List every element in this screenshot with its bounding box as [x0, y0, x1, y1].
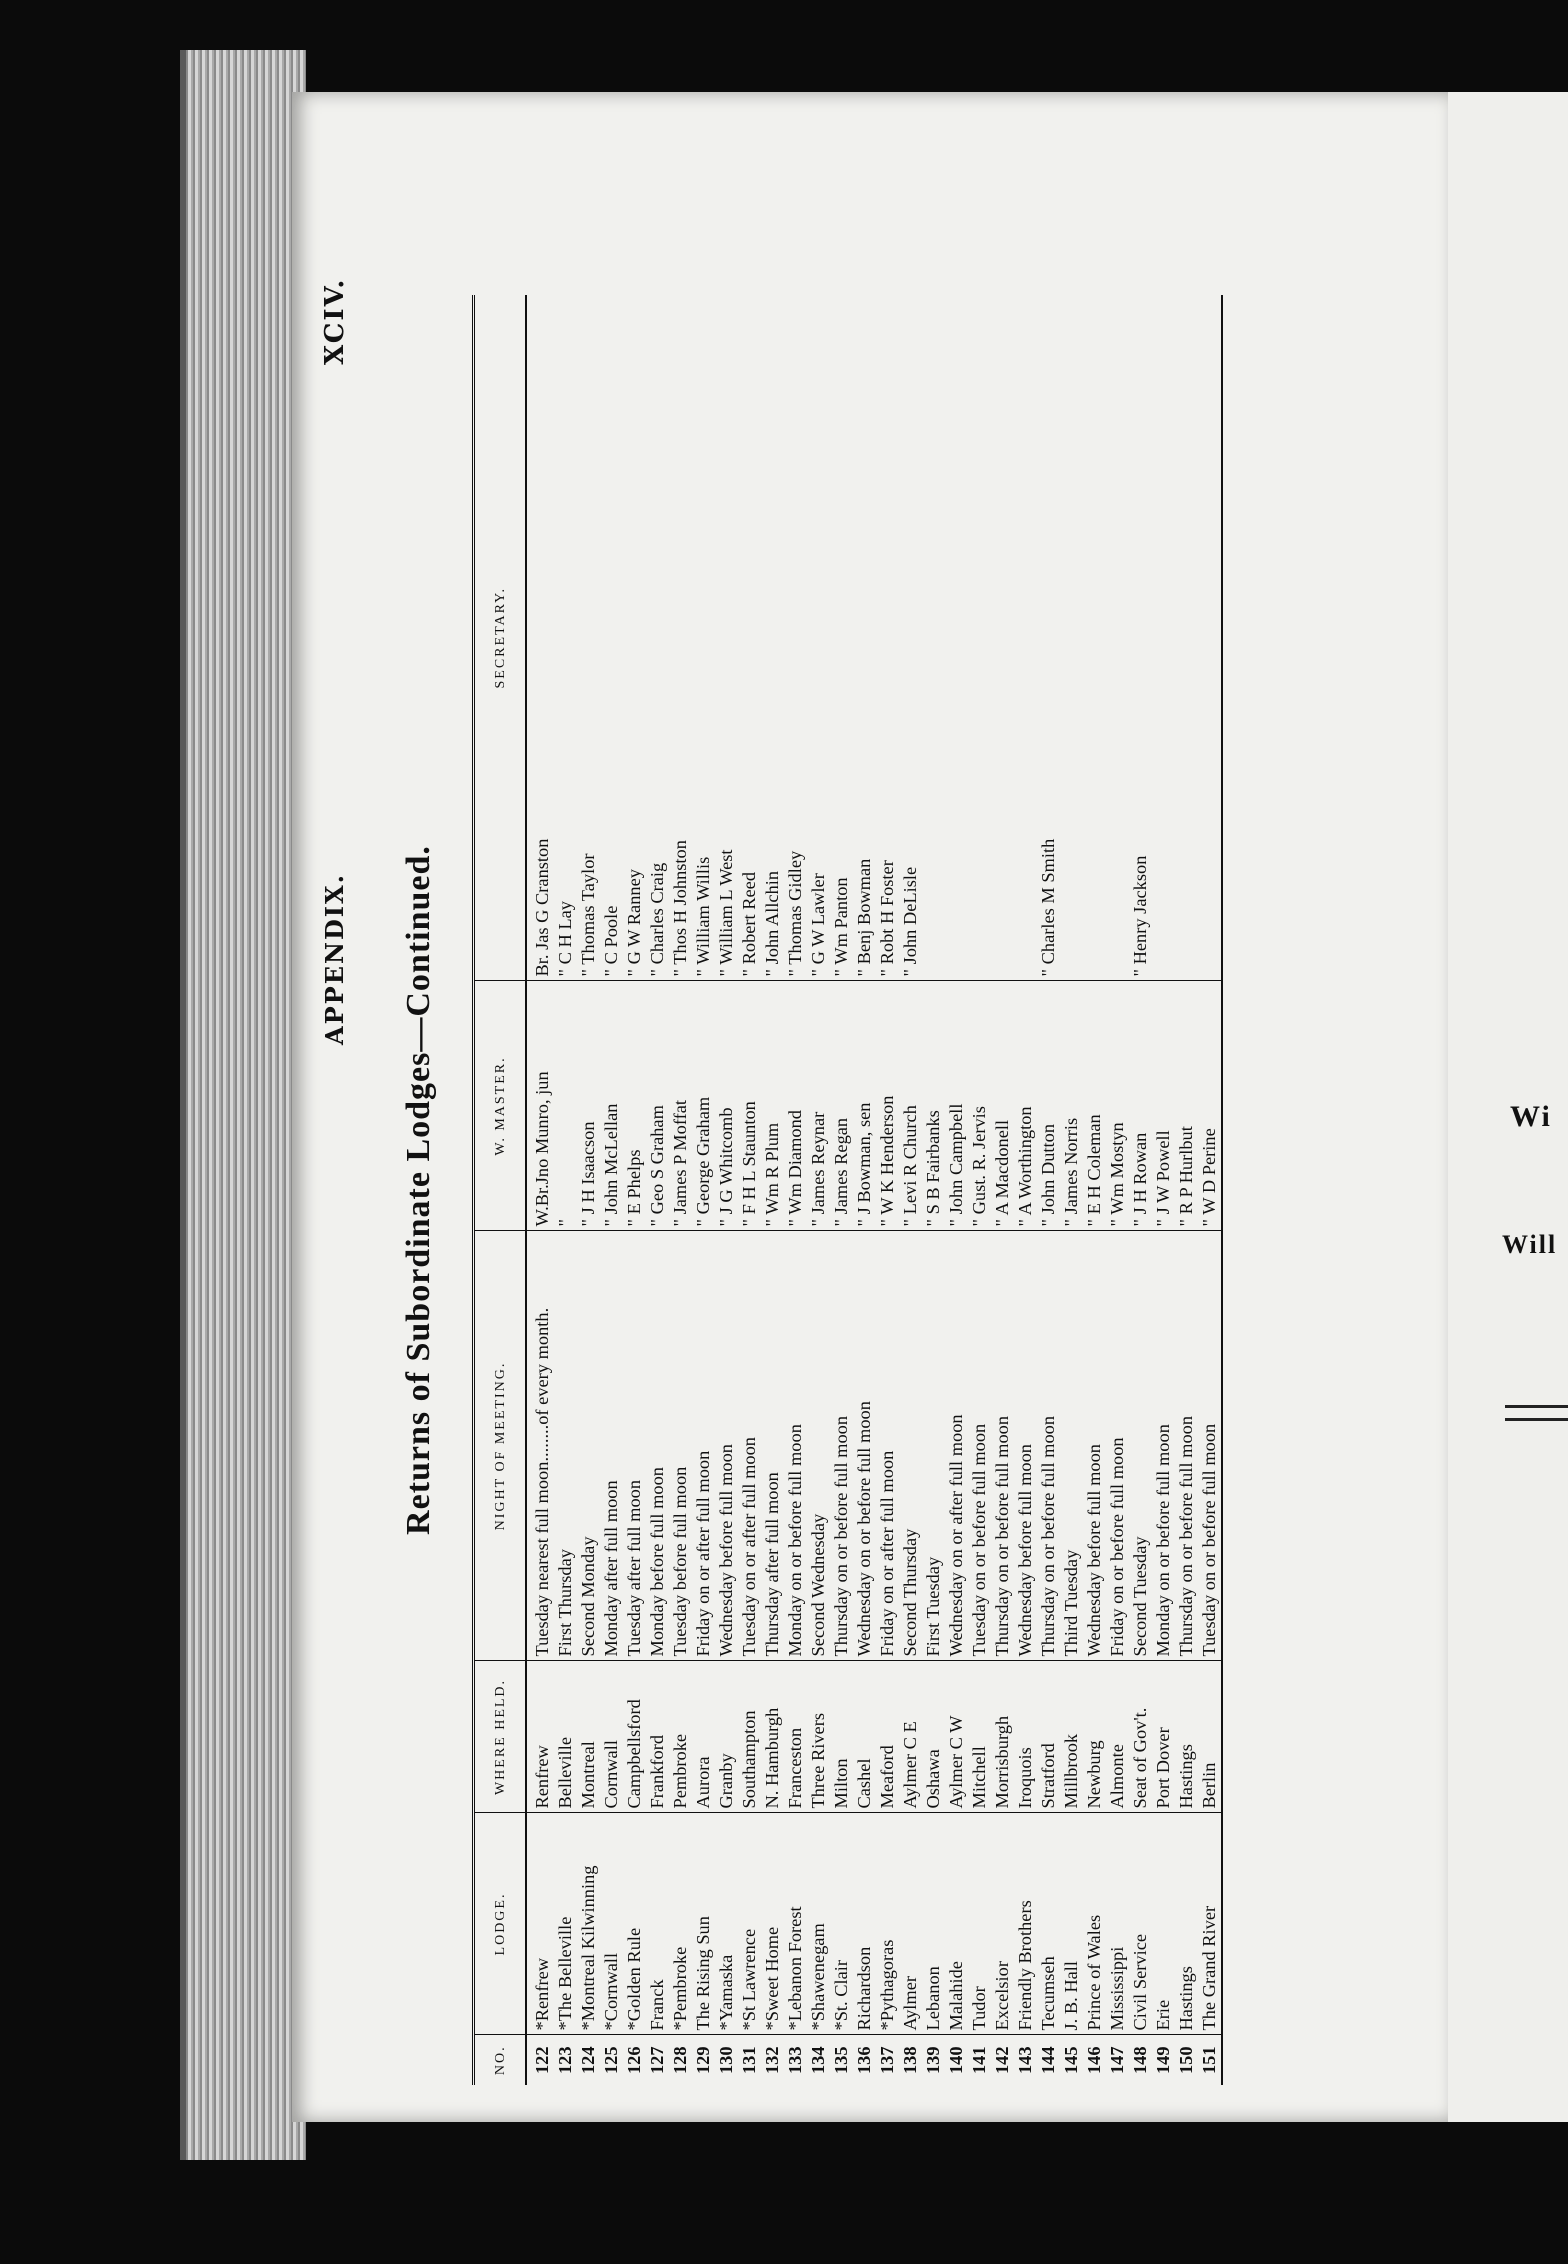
- cell-w-master: " John Campbell: [945, 981, 968, 1231]
- cell-night-of-meeting: Tuesday after full moon: [623, 1231, 646, 1661]
- cell-secretary: " John Allchin: [762, 870, 782, 977]
- cell-night-of-meeting: Second Wednesday: [807, 1231, 830, 1661]
- cell-where-held: Oshawa: [922, 1661, 945, 1813]
- table-row: [623, 295, 646, 2085]
- cell-lodge: Aylmer: [899, 1813, 922, 2035]
- cell-w-master: " A Macdonell: [991, 981, 1014, 1231]
- table-row: [1083, 295, 1106, 2085]
- cell-w-master: " John McLellan: [600, 981, 623, 1231]
- cell-w-master: " F H L Staunton: [738, 981, 761, 1231]
- cell-secretary: [1152, 295, 1175, 981]
- cell-where-held: Stratford: [1037, 1661, 1060, 1813]
- cell-secretary: [968, 295, 991, 981]
- cell-w-master: " A Worthington: [1014, 981, 1037, 1231]
- table-row: [830, 295, 853, 2085]
- cell-where-held: Pembroke: [669, 1661, 692, 1813]
- table-row: [526, 295, 554, 2085]
- facing-page-fragment-1: Wi: [1510, 1100, 1552, 1133]
- cell-secretary: " C H Lay: [555, 901, 575, 977]
- cell-no: 138: [899, 2035, 922, 2085]
- cell-where-held: Frankford: [646, 1661, 669, 1813]
- table-row: [1060, 295, 1083, 2085]
- cell-where-held: Aurora: [692, 1661, 715, 1813]
- cell-w-master: " S B Fairbanks: [922, 981, 945, 1231]
- cell-where-held: Granby: [715, 1661, 738, 1813]
- cell-where-held: Seat of Gov't.: [1129, 1661, 1152, 1813]
- cell-where-held: Berlin: [1198, 1661, 1222, 1813]
- cell-lodge: The Rising Sun: [692, 1813, 715, 2035]
- cell-lodge: *Sweet Home: [761, 1813, 784, 2035]
- cell-w-master: " George Graham: [692, 981, 715, 1231]
- table-row: [853, 295, 876, 2085]
- header-lodge: LODGE.: [474, 1813, 527, 2035]
- cell-night-of-meeting: Wednesday before full moon: [715, 1231, 738, 1661]
- table-row: [646, 295, 669, 2085]
- cell-lodge: Prince of Wales: [1083, 1813, 1106, 2035]
- cell-no: 137: [876, 2035, 899, 2085]
- cell-no: 123: [554, 2035, 577, 2085]
- cell-lodge: Lebanon: [922, 1813, 945, 2035]
- cell-no: 131: [738, 2035, 761, 2085]
- cell-w-master: " W K Henderson: [876, 981, 899, 1231]
- cell-secretary: " Robt H Foster: [877, 860, 897, 977]
- table-row: [922, 295, 945, 2085]
- cell-night-of-meeting: Wednesday on or after full moon: [945, 1231, 968, 1661]
- table-row: [715, 295, 738, 2085]
- cell-where-held: N. Hamburgh: [761, 1661, 784, 1813]
- cell-night-of-meeting: Tuesday on or before full moon: [968, 1231, 991, 1661]
- cell-secretary: " Robert Reed: [739, 871, 759, 977]
- table-row: [1152, 295, 1175, 2085]
- cell-lodge: Tecumseh: [1037, 1813, 1060, 2035]
- cell-night-of-meeting: Thursday on or before full moon: [830, 1231, 853, 1661]
- header-no: NO.: [474, 2035, 527, 2085]
- table-row: [1037, 295, 1060, 2085]
- cell-lodge: J. B. Hall: [1060, 1813, 1083, 2035]
- cell-night-of-meeting: Second Monday: [577, 1231, 600, 1661]
- table-row: [968, 295, 991, 2085]
- cell-where-held: Franceston: [784, 1661, 807, 1813]
- cell-where-held: Newburg: [1083, 1661, 1106, 1813]
- cell-where-held: Aylmer C W: [945, 1661, 968, 1813]
- cell-where-held: Milton: [830, 1661, 853, 1813]
- cell-lodge: *Renfrew: [526, 1813, 554, 2035]
- cell-w-master: " Geo S Graham: [646, 981, 669, 1231]
- cell-w-master: " Levi R Church: [899, 981, 922, 1231]
- cell-no: 147: [1106, 2035, 1129, 2085]
- cell-where-held: Belleville: [554, 1661, 577, 1813]
- cell-secretary: Br. Jas G Cranston: [532, 838, 552, 977]
- table-row: [1014, 295, 1037, 2085]
- table-row: [738, 295, 761, 2085]
- header-where-held: WHERE HELD.: [474, 1661, 527, 1813]
- cell-w-master: " Wm Diamond: [784, 981, 807, 1231]
- cell-no: 127: [646, 2035, 669, 2085]
- cell-lodge: *The Belleville: [554, 1813, 577, 2035]
- cell-night-of-meeting: Second Tuesday: [1129, 1231, 1152, 1661]
- cell-night-of-meeting: Wednesday on or before full moon: [853, 1231, 876, 1661]
- cell-no: 149: [1152, 2035, 1175, 2085]
- cell-night-of-meeting: Thursday on or before full moon: [991, 1231, 1014, 1661]
- cell-w-master: W.Br.Jno Munro, jun: [526, 981, 554, 1231]
- cell-no: 144: [1037, 2035, 1060, 2085]
- cell-lodge: *St. Clair: [830, 1813, 853, 2035]
- cell-where-held: Campbellsford: [623, 1661, 646, 1813]
- cell-secretary: " Wm Panton: [831, 877, 851, 977]
- cell-night-of-meeting: Thursday after full moon: [761, 1231, 784, 1661]
- cell-lodge: *Golden Rule: [623, 1813, 646, 2035]
- cell-no: 150: [1175, 2035, 1198, 2085]
- cell-no: 143: [1014, 2035, 1037, 2085]
- cell-no: 135: [830, 2035, 853, 2085]
- cell-lodge: Hastings: [1175, 1813, 1198, 2035]
- cell-w-master: " E Phelps: [623, 981, 646, 1231]
- cell-where-held: Southampton: [738, 1661, 761, 1813]
- cell-secretary: [1175, 295, 1198, 981]
- cell-secretary: [1060, 295, 1083, 981]
- header-secretary: SECRETARY.: [474, 295, 527, 981]
- cell-lodge: Friendly Brothers: [1014, 1813, 1037, 2035]
- cell-no: 134: [807, 2035, 830, 2085]
- cell-night-of-meeting: Tuesday on or after full moon: [738, 1231, 761, 1661]
- table-row: [807, 295, 830, 2085]
- cell-lodge: Richardson: [853, 1813, 876, 2035]
- cell-where-held: Montreal: [577, 1661, 600, 1813]
- cell-secretary: [1106, 295, 1129, 981]
- cell-lodge: *Shawenegam: [807, 1813, 830, 2035]
- table-row: [1129, 295, 1152, 2085]
- cell-w-master: " J Bowman, sen: [853, 981, 876, 1231]
- cell-no: 126: [623, 2035, 646, 2085]
- cell-secretary: [945, 295, 968, 981]
- cell-night-of-meeting: Friday on or before full moon: [1106, 1231, 1129, 1661]
- table-row: [669, 295, 692, 2085]
- cell-no: 122: [526, 2035, 554, 2085]
- cell-lodge: Excelsior: [991, 1813, 1014, 2035]
- cell-night-of-meeting: Friday on or after full moon: [692, 1231, 715, 1661]
- cell-secretary: " Benj Bowman: [854, 858, 874, 977]
- cell-secretary: " William L West: [716, 849, 736, 977]
- cell-lodge: *Pembroke: [669, 1813, 692, 2035]
- cell-no: 141: [968, 2035, 991, 2085]
- cell-where-held: Meaford: [876, 1661, 899, 1813]
- cell-where-held: Mitchell: [968, 1661, 991, 1813]
- table-row: [899, 295, 922, 2085]
- cell-lodge: Malahide: [945, 1813, 968, 2035]
- cell-no: 140: [945, 2035, 968, 2085]
- cell-no: 139: [922, 2035, 945, 2085]
- cell-secretary: " Charles M Smith: [1038, 838, 1058, 977]
- table-row: [1198, 295, 1222, 2085]
- cell-where-held: Iroquois: [1014, 1661, 1037, 1813]
- cell-night-of-meeting: Thursday on or before full moon: [1175, 1231, 1198, 1661]
- cell-no: 151: [1198, 2035, 1222, 2085]
- cell-w-master: " John Dutton: [1037, 981, 1060, 1231]
- cell-where-held: Renfrew: [526, 1661, 554, 1813]
- cell-lodge: *Montreal Kilwinning: [577, 1813, 600, 2035]
- cell-w-master: " Wm R Plum: [761, 981, 784, 1231]
- cell-w-master: " W D Perine: [1198, 981, 1222, 1231]
- running-head: APPENDIX.: [320, 873, 349, 1045]
- cell-secretary: " C Poole: [601, 905, 621, 977]
- cell-secretary: " Thomas Taylor: [578, 853, 598, 977]
- cell-lodge: Erie: [1152, 1813, 1175, 2035]
- facing-page-fragment-2: Will: [1502, 1230, 1558, 1259]
- cell-where-held: Aylmer C E: [899, 1661, 922, 1813]
- cell-night-of-meeting: Thursday on or before full moon: [1037, 1231, 1060, 1661]
- cell-no: 148: [1129, 2035, 1152, 2085]
- cell-no: 129: [692, 2035, 715, 2085]
- cell-secretary: " Charles Craig: [647, 862, 667, 977]
- cell-night-of-meeting: Monday before full moon: [646, 1231, 669, 1661]
- cell-no: 145: [1060, 2035, 1083, 2085]
- cell-where-held: Morrisburgh: [991, 1661, 1014, 1813]
- cell-night-of-meeting: Third Tuesday: [1060, 1231, 1083, 1661]
- table-row: [784, 295, 807, 2085]
- cell-night-of-meeting: First Tuesday: [922, 1231, 945, 1661]
- cell-w-master: " James Reynar: [807, 981, 830, 1231]
- cell-w-master: " James Norris: [1060, 981, 1083, 1231]
- table-row: [577, 295, 600, 2085]
- cell-w-master: " J H Isaacson: [577, 981, 600, 1231]
- cell-night-of-meeting: Friday on or after full moon: [876, 1231, 899, 1661]
- cell-night-of-meeting: First Thursday: [554, 1231, 577, 1661]
- cell-w-master: " James Regan: [830, 981, 853, 1231]
- cell-where-held: Three Rivers: [807, 1661, 830, 1813]
- cell-night-of-meeting: Wednesday before full moon: [1083, 1231, 1106, 1661]
- header-w-master: W. MASTER.: [474, 981, 527, 1231]
- cell-lodge: *Yamaska: [715, 1813, 738, 2035]
- rotated-page-content: [320, 245, 1440, 2085]
- cell-where-held: Cornwall: [600, 1661, 623, 1813]
- table-row: [600, 295, 623, 2085]
- table-row: [945, 295, 968, 2085]
- cell-where-held: Millbrook: [1060, 1661, 1083, 1813]
- table-title: Returns of Subordinate Lodges—Continued.: [400, 845, 437, 1535]
- cell-where-held: Hastings: [1175, 1661, 1198, 1813]
- cell-lodge: *Lebanon Forest: [784, 1813, 807, 2035]
- cell-night-of-meeting: Tuesday on or before full moon: [1198, 1231, 1222, 1661]
- cell-no: 124: [577, 2035, 600, 2085]
- cell-night-of-meeting: Monday on or before full moon: [784, 1231, 807, 1661]
- table-row: [1106, 295, 1129, 2085]
- cell-secretary: " Henry Jackson: [1130, 855, 1150, 977]
- cell-no: 142: [991, 2035, 1014, 2085]
- cell-w-master: " J H Rowan: [1129, 981, 1152, 1231]
- cell-lodge: The Grand River: [1198, 1813, 1222, 2035]
- cell-where-held: Almonte: [1106, 1661, 1129, 1813]
- cell-w-master: " J W Powell: [1152, 981, 1175, 1231]
- cell-secretary: [991, 295, 1014, 981]
- cell-w-master: " J G Whitcomb: [715, 981, 738, 1231]
- table-row: [991, 295, 1014, 2085]
- cell-secretary: [922, 295, 945, 981]
- cell-w-master: " R P Hurlbut: [1175, 981, 1198, 1231]
- cell-secretary: " G W Lawler: [808, 873, 828, 977]
- cell-lodge: *Cornwall: [600, 1813, 623, 2035]
- cell-secretary: [1083, 295, 1106, 981]
- cell-secretary: " G W Ranney: [624, 869, 644, 977]
- cell-lodge: *St Lawrence: [738, 1813, 761, 2035]
- cell-lodge: Mississippi: [1106, 1813, 1129, 2035]
- cell-secretary: " Thos H Johnston: [670, 840, 690, 977]
- cell-secretary: [1198, 295, 1222, 981]
- cell-night-of-meeting: Tuesday nearest full moon........of every month.: [526, 1231, 554, 1661]
- table-header-row: [474, 295, 527, 2085]
- cell-lodge: *Pythagoras: [876, 1813, 899, 2035]
- book-page-edges: [180, 50, 306, 2160]
- cell-w-master: " Wm Mostyn: [1106, 981, 1129, 1231]
- cell-secretary: " John DeLisle: [900, 866, 920, 977]
- table-row: [761, 295, 784, 2085]
- cell-w-master: " James P Moffat: [669, 981, 692, 1231]
- table-row: [692, 295, 715, 2085]
- cell-night-of-meeting: Tuesday before full moon: [669, 1231, 692, 1661]
- cell-night-of-meeting: Second Thursday: [899, 1231, 922, 1661]
- cell-w-master: ": [554, 981, 577, 1231]
- cell-lodge: Civil Service: [1129, 1813, 1152, 2035]
- cell-night-of-meeting: Wednesday before full moon: [1014, 1231, 1037, 1661]
- cell-no: 133: [784, 2035, 807, 2085]
- cell-night-of-meeting: Monday on or before full moon: [1152, 1231, 1175, 1661]
- cell-lodge: Tudor: [968, 1813, 991, 2035]
- cell-secretary: " Thomas Gidley: [785, 850, 805, 977]
- cell-w-master: " Gust. R. Jervis: [968, 981, 991, 1231]
- cell-no: 128: [669, 2035, 692, 2085]
- cell-no: 130: [715, 2035, 738, 2085]
- table-row: [1175, 295, 1198, 2085]
- cell-lodge: Franck: [646, 1813, 669, 2035]
- facing-page-rule: [1505, 1405, 1568, 1421]
- cell-no: 136: [853, 2035, 876, 2085]
- cell-secretary: [1014, 295, 1037, 981]
- cell-no: 125: [600, 2035, 623, 2085]
- cell-night-of-meeting: Monday after full moon: [600, 1231, 623, 1661]
- table-row: [876, 295, 899, 2085]
- cell-no: 146: [1083, 2035, 1106, 2085]
- cell-where-held: Cashel: [853, 1661, 876, 1813]
- cell-secretary: " William Willis: [693, 856, 713, 977]
- header-night-of-meeting: NIGHT OF MEETING.: [474, 1231, 527, 1661]
- cell-where-held: Port Dover: [1152, 1661, 1175, 1813]
- lodge-returns-table: [472, 295, 1223, 2085]
- table-row: [554, 295, 577, 2085]
- cell-w-master: " E H Coleman: [1083, 981, 1106, 1231]
- page-number: XCIV.: [320, 277, 350, 365]
- cell-no: 132: [761, 2035, 784, 2085]
